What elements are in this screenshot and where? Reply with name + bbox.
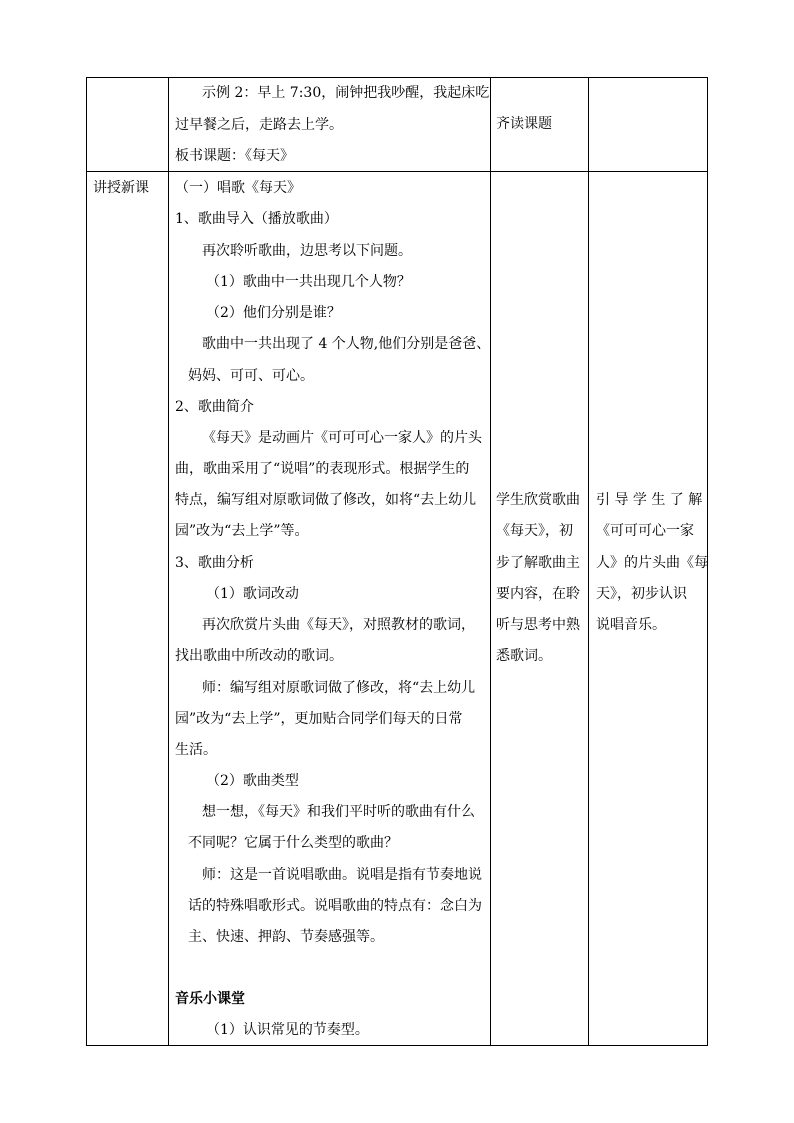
- design-intent-line: 天》，初步认识: [596, 586, 687, 602]
- table-column-divider-2: [490, 77, 491, 1046]
- table-bottom-border: [86, 1045, 708, 1046]
- content-line: 园”改为“去上学”等。: [175, 523, 309, 539]
- student-activity-line: 听与思考中熟: [496, 617, 580, 633]
- content-line: 《每天》是动画片《可可可心一家人》的片头: [202, 430, 482, 446]
- content-line: （2）他们分别是谁？: [206, 305, 341, 321]
- content-line: 2、歌曲简介: [175, 399, 254, 415]
- section-label: 讲授新课: [93, 180, 149, 196]
- student-activity-line: 悉歌词。: [496, 648, 552, 664]
- content-line: 找出歌曲中所改动的歌词。: [175, 648, 343, 664]
- student-activity-line: 要内容，在聆: [496, 586, 580, 602]
- content-line: 园”改为“去上学”，更加贴合同学们每天的日常: [175, 711, 463, 727]
- board-title-line: 板书课题：《每天》: [175, 148, 294, 164]
- content-line: 生活。: [175, 742, 217, 758]
- content-line: 主、快速、押韵、节奏感强等。: [188, 929, 384, 945]
- content-line: 歌曲中一共出现了 4 个人物,他们分别是爸爸、: [202, 336, 491, 352]
- content-line: 师：这是一首说唱歌曲。说唱是指有节奏地说: [202, 867, 482, 883]
- content-line: 曲，歌曲采用了“说唱”的表现形式。根据学生的: [175, 461, 470, 477]
- table-column-divider-1: [168, 77, 169, 1046]
- content-line: （2）歌曲类型: [206, 773, 299, 789]
- content-line: 特点，编写组对原歌词做了修改，如将“去上幼儿: [175, 492, 477, 508]
- top-row-line-2: 过早餐之后，走路去上学。: [175, 117, 343, 133]
- content-line: （一）唱歌《每天》: [175, 180, 301, 196]
- top-row-line-1: 示例 2：早上 7:30，闹钟把我吵醒，我起床吃: [202, 85, 490, 101]
- content-line: 不同呢？它属于什么类型的歌曲？: [188, 835, 398, 851]
- design-intent-line: 说唱音乐。: [596, 617, 666, 633]
- top-row-student-activity: 齐读课题: [496, 116, 552, 132]
- student-activity-line: 学生欣赏歌曲: [496, 492, 580, 508]
- table-column-divider-3: [588, 77, 589, 1046]
- content-line: （1）歌曲中一共出现几个人物？: [206, 274, 411, 290]
- music-mini-class-heading: 音乐小课堂: [175, 991, 245, 1007]
- student-activity-line: 步了解歌曲主: [496, 555, 580, 571]
- content-line: 想一想，《每天》和我们平时听的歌曲有什么: [202, 804, 475, 820]
- design-intent-line: 引 导 学 生 了 解: [596, 492, 703, 508]
- content-line: （1）认识常见的节奏型。: [206, 1022, 369, 1038]
- table-row-divider: [86, 171, 708, 172]
- design-intent-line: 《可可可心一家: [596, 523, 694, 539]
- design-intent-line: 人》的片头曲《每: [596, 555, 708, 571]
- content-line: （1）歌词改动: [206, 586, 299, 602]
- content-line: 妈妈、可可、可心。: [188, 368, 314, 384]
- content-line: 话的特殊唱歌形式。说唱歌曲的特点有：念白为: [188, 898, 482, 914]
- content-line: 3、歌曲分析: [175, 555, 254, 571]
- content-line: 再次聆听歌曲，边思考以下问题。: [202, 243, 412, 259]
- content-line: 1、歌曲导入（播放歌曲）: [175, 211, 338, 227]
- table-left-border: [86, 77, 87, 1046]
- table-top-border: [86, 77, 708, 78]
- content-line: 师：编写组对原歌词做了修改，将“去上幼儿: [202, 680, 476, 696]
- content-line: 再次欣赏片头曲《每天》，对照教材的歌词，: [202, 617, 475, 633]
- student-activity-line: 《每天》，初: [496, 523, 573, 539]
